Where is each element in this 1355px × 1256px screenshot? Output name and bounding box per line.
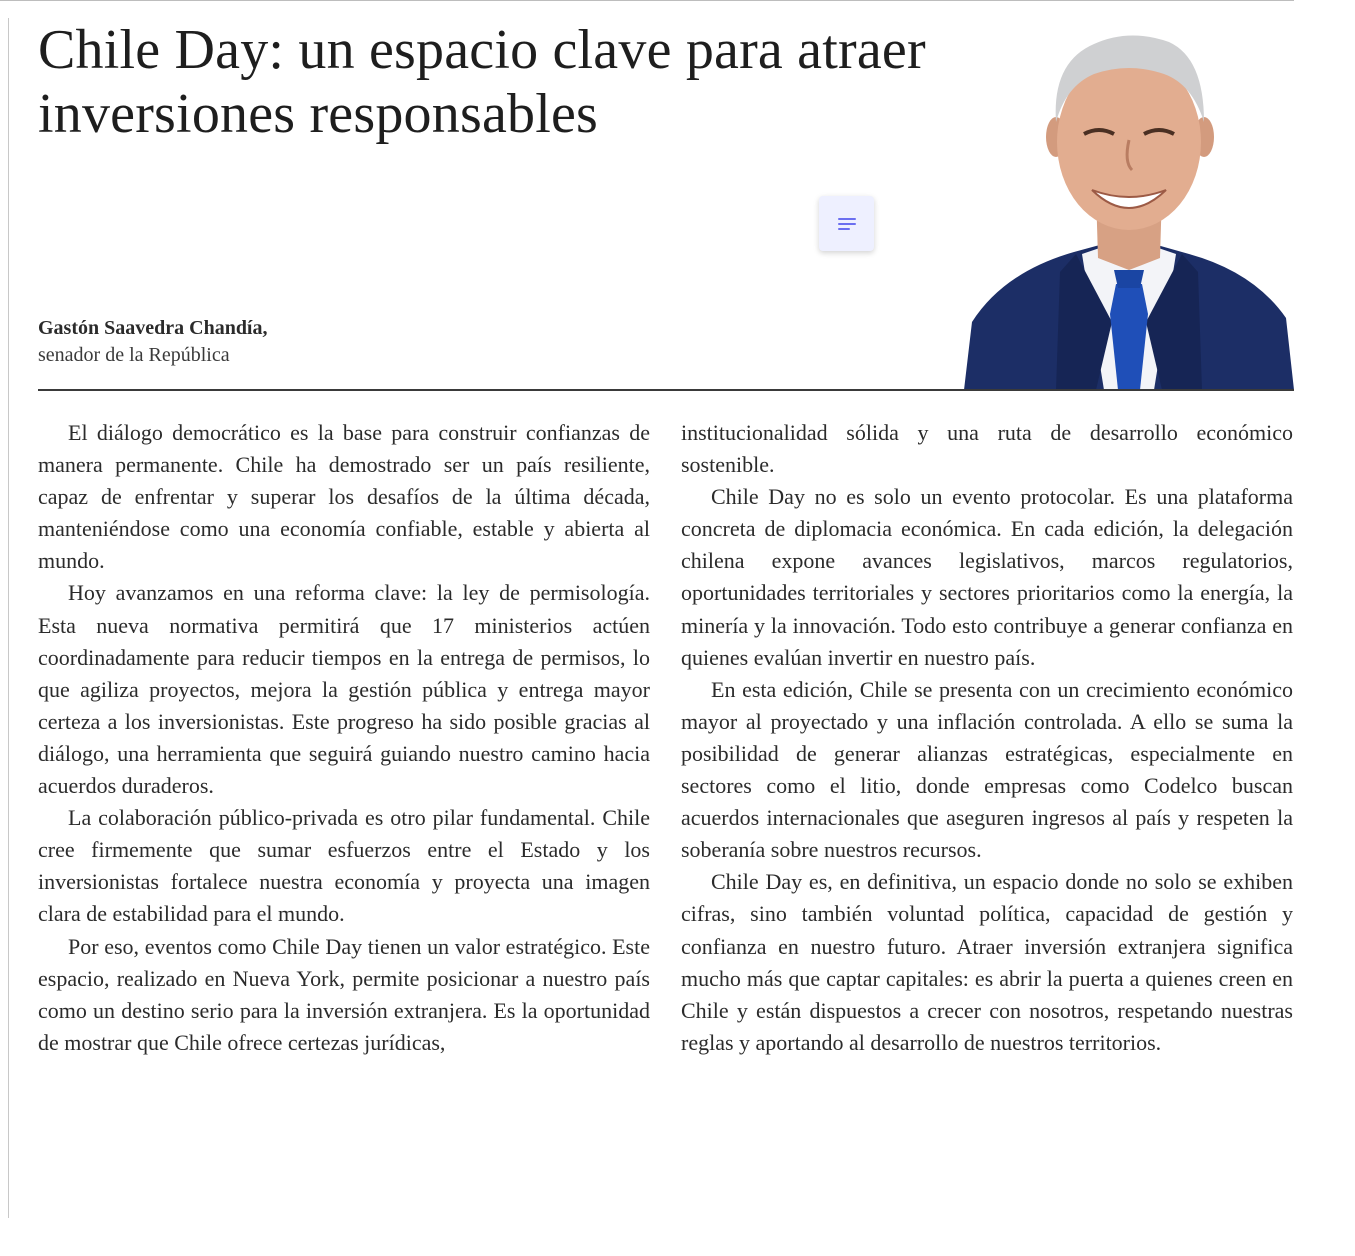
header-divider bbox=[38, 389, 1294, 391]
article-headline: Chile Day: un espacio clave para atraer inversiones responsables bbox=[38, 19, 926, 145]
paragraph: Hoy avanzamos en una reforma clave: la ley de permisología. Esta nueva normativa permitirá que 17 ministerios actúen coordinadamente para reducir tiempos en la entrega de permisos, lo que agiliza proyectos, mejora la gestión pública y entrega mayor certeza a los inversionistas. Este progreso ha sido posible gracias al diálogo, una herramienta que seguirá guiando nuestro camino hacia acuerdos duraderos. bbox=[38, 580, 650, 799]
paragraph: El diálogo democrático es la base para construir confianzas de manera permanente. Chile ha demostrado ser un país resiliente, capaz de enfrentar y superar los desafíos de la última década, manteniéndose como una economía confiable, estable y abierta al mundo. bbox=[38, 420, 650, 574]
author-name: Gastón Saavedra Chandía, bbox=[38, 317, 268, 339]
author-role: senador de la República bbox=[38, 344, 230, 366]
author-byline bbox=[38, 314, 268, 368]
paragraph: Chile Day no es solo un evento protocolar. Es una plataforma concreta de diplomacia económica. En cada edición, la delegación chilena expone avances legislativos, marcos regulatorios, oportunidades territoriales y sectores prioritarios como la energía, la minería y la innovación. Todo esto contribuye a generar confianza en quienes evalúan invertir en nuestro país. bbox=[681, 484, 1293, 670]
paragraph: Chile Day es, en definitiva, un espacio donde no solo se exhiben cifras, sino también voluntad política, capacidad de gestión y confianza en nuestro futuro. Atraer inversión extranjera significa mucho más que captar capitales: es abrir la puerta a quienes creen en Chile y están dispuestos a crecer con nosotros, respetando nuestras reglas y aportando al desarrollo de nuestros territorios. bbox=[681, 869, 1293, 1055]
paragraph: Por eso, eventos como Chile Day tienen un valor estratégico. Este espacio, realizado en Nueva York, permite posicionar a nuestro país como un destino serio para la inversión extranjera. Es la oportunidad de mostrar que Chile ofrece certezas jurídicas, bbox=[38, 933, 650, 1055]
paragraph: La colaboración público-privada es otro pilar fundamental. Chile cree firmemente que sumar esfuerzos entre el Estado y los inversionistas fortalece nuestra economía y proyecta una imagen clara de estabilidad para el mundo. bbox=[38, 805, 650, 927]
author-portrait-photo bbox=[964, 22, 1294, 390]
article-column-left bbox=[38, 417, 650, 1059]
top-border bbox=[0, 0, 1294, 1]
paragraph: En esta edición, Chile se presenta con un crecimiento económico mayor al proyectado y una inflación controlada. A ello se suma la posibilidad de generar alianzas estratégicas, especialmente en sectores como el litio, donde empresas como Codelco buscan acuerdos internacionales que aseguren ingresos al país y respeten la soberanía sobre nuestros recursos. bbox=[681, 676, 1293, 863]
article-column-right bbox=[681, 417, 1293, 1059]
paragraph-continuation: institucionalidad sólida y una ruta de desarrollo económico sostenible. bbox=[681, 420, 1293, 478]
left-border bbox=[8, 18, 9, 1218]
document-lines-icon[interactable] bbox=[819, 196, 874, 251]
